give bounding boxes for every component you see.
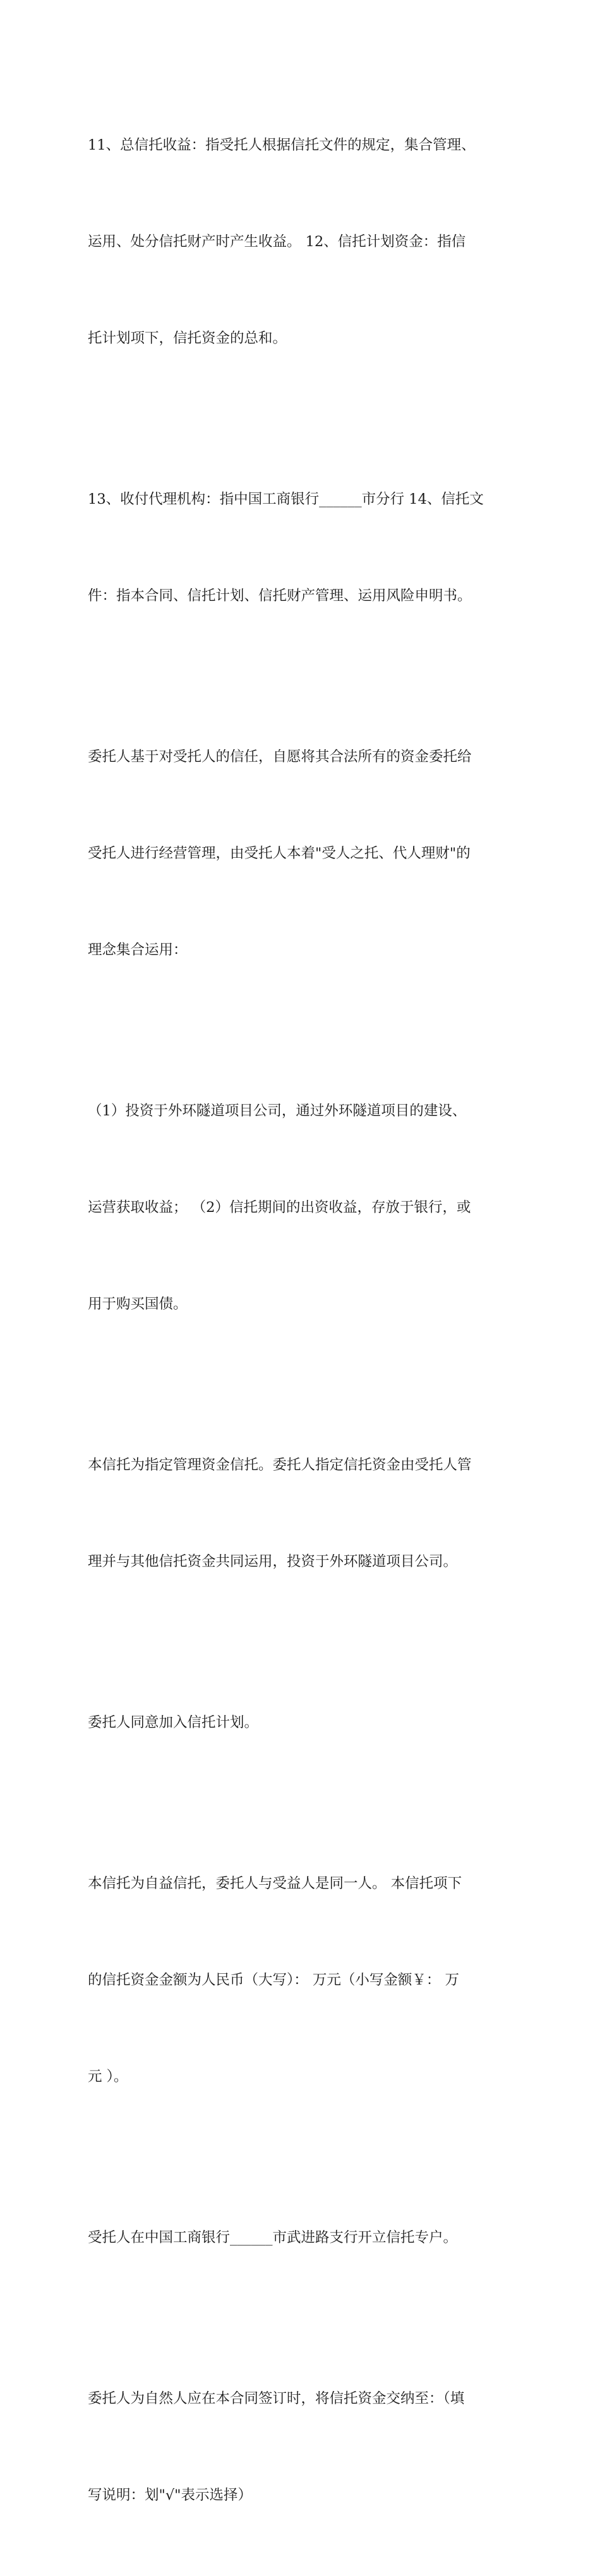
paragraph-trust-account <box>88 2158 517 2318</box>
paragraph-definitions-13-14 <box>88 419 517 677</box>
text-line: 委托人为自然人应在本合同签订时，将信托资金交纳至：（填 <box>88 2390 465 2407</box>
document-body <box>88 65 517 2576</box>
paragraph-definitions-11-12 <box>88 65 517 419</box>
text-line: 本信托为自益信托，委托人与受益人是同一人。 本信托项下 <box>88 1875 462 1892</box>
text-line: 元 ）。 <box>88 2069 128 2085</box>
text-line: 的信托资金金额为人民币（大写）： 万元（小写金额￥： 万 <box>88 1972 460 1988</box>
text-line: （1）投资于外环隧道项目公司，通过外环隧道项目的建设、 <box>88 1103 467 1119</box>
text-line: 用于购买国债。 <box>88 1296 188 1312</box>
text-line: 本信托为指定管理资金信托。委托人指定信托资金由受托人管 <box>88 1457 472 1473</box>
text-line: 理念集合运用： <box>88 942 188 958</box>
paragraph-join-plan <box>88 1642 517 1803</box>
text-line: 件：指本合同、信托计划、信托财产管理、运用风险申明书。 <box>88 588 472 604</box>
text-line: 13、收付代理机构：指中国工商银行______市分行 14、信托文 <box>88 491 484 507</box>
paragraph-investment-uses <box>88 1031 517 1385</box>
text-line: 受托人在中国工商银行______市武进路支行开立信托专户。 <box>88 2229 458 2246</box>
paragraph-payment-instruction <box>88 2318 517 2576</box>
text-line: 委托人同意加入信托计划。 <box>88 1714 259 1731</box>
text-line: 托计划项下，信托资金的总和。 <box>88 330 287 347</box>
text-line: 写说明：划"√"表示选择） <box>88 2487 253 2503</box>
paragraph-entrustment <box>88 677 517 1031</box>
text-line: 受托人进行经营管理，由受托人本着"受人之托、代人理财"的 <box>88 845 471 862</box>
text-line: 理并与其他信托资金共同运用，投资于外环隧道项目公司。 <box>88 1553 458 1570</box>
text-line: 运营获取收益； （2）信托期间的出资收益，存放于银行，或 <box>88 1199 471 1216</box>
text-line: 11、总信托收益：指受托人根据信托文件的规定，集合管理、 <box>88 137 476 153</box>
paragraph-designated-trust <box>88 1385 517 1642</box>
text-line: 委托人基于对受托人的信任，自愿将其合法所有的资金委托给 <box>88 749 472 765</box>
paragraph-self-benefit-amount <box>88 1803 517 2158</box>
text-line: 运用、处分信托财产时产生收益。 12、信托计划资金：指信 <box>88 234 466 250</box>
